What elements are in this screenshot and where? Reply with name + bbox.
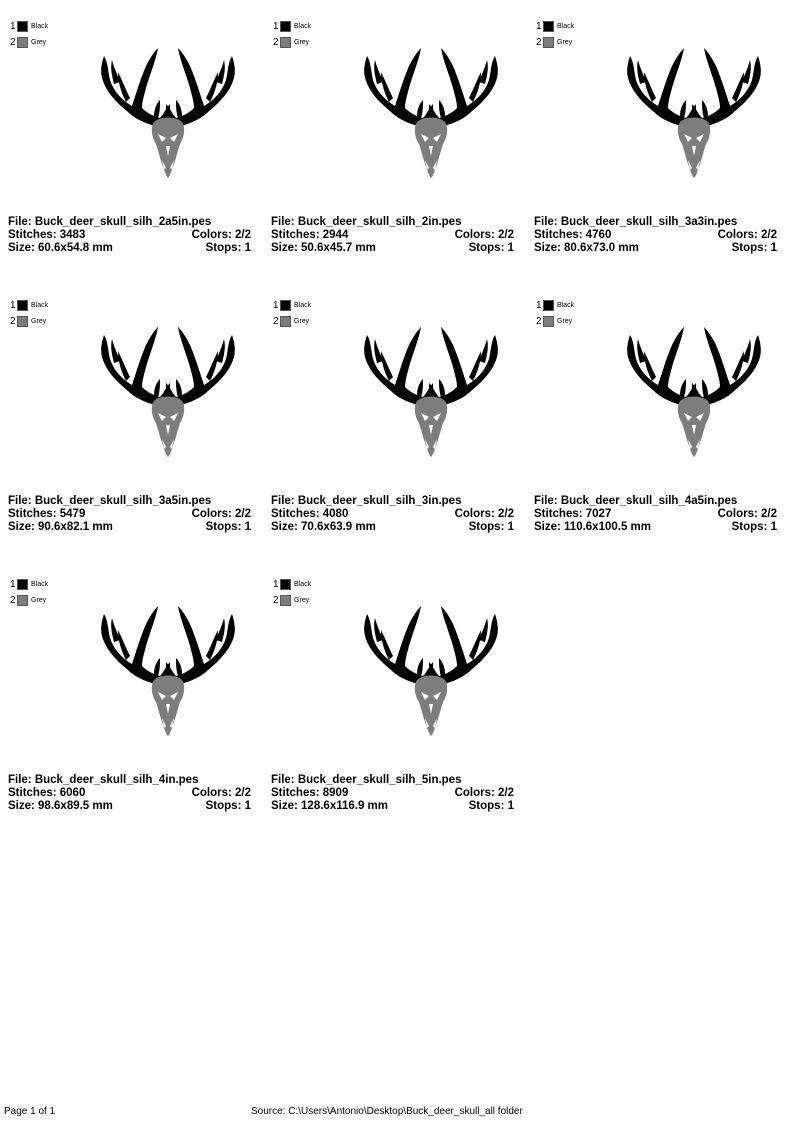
legend-number: 2	[273, 595, 279, 606]
legend-number: 1	[536, 300, 542, 311]
legend-color-name: Black	[294, 581, 312, 588]
stitches-row	[8, 787, 251, 800]
right-antler	[692, 48, 761, 128]
design-info	[271, 774, 514, 813]
legend-number: 2	[536, 316, 542, 327]
file-row	[534, 495, 777, 508]
legend-color-name: Grey	[557, 318, 573, 325]
legend-color-name: Black	[557, 302, 575, 309]
right-antler	[166, 606, 235, 686]
legend-number: 2	[10, 595, 16, 606]
stop-count: Stops: 1	[205, 800, 251, 812]
file-name: File: Buck_deer_skull_silh_4in.pes	[8, 774, 199, 786]
color-swatch	[280, 316, 291, 327]
legend-color-name: Grey	[294, 39, 310, 46]
file-row	[8, 495, 251, 508]
color-count: Colors: 2/2	[191, 229, 251, 241]
right-antler	[166, 327, 235, 407]
design-info	[271, 216, 514, 255]
color-swatch	[17, 579, 28, 590]
deer-skull-design-image	[614, 42, 774, 188]
design-card	[271, 20, 515, 270]
legend-color-name: Grey	[31, 318, 47, 325]
legend-color-name: Grey	[31, 39, 47, 46]
right-antler	[692, 327, 761, 407]
stitches-row	[271, 787, 514, 800]
color-swatch	[280, 300, 291, 311]
design-size: Size: 90.6x82.1 mm	[8, 521, 113, 533]
right-antler	[429, 48, 498, 128]
size-row	[271, 521, 514, 534]
file-row	[271, 774, 514, 787]
file-name: File: Buck_deer_skull_silh_3a3in.pes	[534, 216, 738, 228]
legend-color-name: Black	[557, 23, 575, 30]
right-antler	[429, 327, 498, 407]
design-info	[8, 216, 251, 255]
page-number: Page 1 of 1	[4, 1106, 56, 1117]
size-row	[271, 242, 514, 255]
file-row	[271, 495, 514, 508]
file-name: File: Buck_deer_skull_silh_3a5in.pes	[8, 495, 212, 507]
file-name: File: Buck_deer_skull_silh_3in.pes	[271, 495, 462, 507]
left-antler	[101, 327, 170, 407]
legend-number: 1	[273, 300, 279, 311]
design-card	[8, 299, 252, 549]
design-size: Size: 60.6x54.8 mm	[8, 242, 113, 254]
color-swatch	[280, 21, 291, 32]
right-antler	[429, 606, 498, 686]
color-count: Colors: 2/2	[454, 787, 514, 799]
design-info	[534, 216, 777, 255]
legend-color-name: Black	[294, 23, 312, 30]
size-row	[271, 800, 514, 813]
color-swatch	[543, 316, 554, 327]
deer-skull-design-image	[88, 42, 248, 188]
legend-color-name: Black	[31, 23, 49, 30]
file-row	[8, 216, 251, 229]
color-count: Colors: 2/2	[454, 229, 514, 241]
size-row	[534, 242, 777, 255]
legend-number: 2	[273, 37, 279, 48]
stitch-count: Stitches: 7027	[534, 508, 612, 520]
legend-color-name: Grey	[557, 39, 573, 46]
design-size: Size: 70.6x63.9 mm	[271, 521, 376, 533]
legend-number: 2	[10, 316, 16, 327]
color-swatch	[17, 595, 28, 606]
file-name: File: Buck_deer_skull_silh_2a5in.pes	[8, 216, 212, 228]
color-swatch	[17, 300, 28, 311]
left-antler	[101, 48, 170, 128]
design-card	[271, 299, 515, 549]
stitches-row	[271, 508, 514, 521]
legend-color-name: Grey	[294, 597, 310, 604]
legend-number: 1	[273, 21, 279, 32]
legend-number: 2	[536, 37, 542, 48]
size-row	[8, 800, 251, 813]
color-swatch	[17, 316, 28, 327]
legend-number: 1	[10, 579, 16, 590]
stitch-count: Stitches: 4080	[271, 508, 349, 520]
legend-number: 1	[273, 579, 279, 590]
design-size: Size: 50.6x45.7 mm	[271, 242, 376, 254]
left-antler	[627, 327, 696, 407]
design-card	[271, 578, 515, 828]
size-row	[8, 521, 251, 534]
left-antler	[364, 327, 433, 407]
design-size: Size: 98.6x89.5 mm	[8, 800, 113, 812]
color-swatch	[543, 21, 554, 32]
stitch-count: Stitches: 2944	[271, 229, 349, 241]
file-name: File: Buck_deer_skull_silh_5in.pes	[271, 774, 462, 786]
color-count: Colors: 2/2	[717, 508, 777, 520]
stop-count: Stops: 1	[468, 242, 514, 254]
stop-count: Stops: 1	[731, 242, 777, 254]
stitch-count: Stitches: 4760	[534, 229, 612, 241]
file-row	[8, 774, 251, 787]
right-antler	[166, 48, 235, 128]
legend-number: 1	[10, 300, 16, 311]
file-name: File: Buck_deer_skull_silh_2in.pes	[271, 216, 462, 228]
legend-color-name: Grey	[31, 597, 47, 604]
color-count: Colors: 2/2	[191, 787, 251, 799]
design-info	[534, 495, 777, 534]
left-antler	[627, 48, 696, 128]
color-swatch	[280, 579, 291, 590]
legend-number: 2	[273, 316, 279, 327]
stitches-row	[8, 508, 251, 521]
file-row	[271, 216, 514, 229]
color-swatch	[280, 595, 291, 606]
legend-color-name: Black	[31, 581, 49, 588]
design-info	[8, 495, 251, 534]
deer-skull-design-image	[351, 321, 511, 467]
stitch-count: Stitches: 8909	[271, 787, 349, 799]
design-card	[8, 578, 252, 828]
size-row	[8, 242, 251, 255]
color-swatch	[17, 37, 28, 48]
stitches-row	[271, 229, 514, 242]
deer-skull-design-image	[614, 321, 774, 467]
design-info	[271, 495, 514, 534]
stop-count: Stops: 1	[468, 800, 514, 812]
deer-skull-design-image	[88, 600, 248, 746]
stop-count: Stops: 1	[731, 521, 777, 533]
design-size: Size: 110.6x100.5 mm	[534, 521, 651, 533]
stitch-count: Stitches: 6060	[8, 787, 86, 799]
file-row	[534, 216, 777, 229]
design-card	[8, 20, 252, 270]
deer-skull-design-image	[351, 600, 511, 746]
color-swatch	[543, 37, 554, 48]
deer-skull-design-image	[351, 42, 511, 188]
stop-count: Stops: 1	[468, 521, 514, 533]
legend-number: 1	[10, 21, 16, 32]
stop-count: Stops: 1	[205, 242, 251, 254]
color-swatch	[17, 21, 28, 32]
color-count: Colors: 2/2	[191, 508, 251, 520]
color-swatch	[543, 300, 554, 311]
legend-color-name: Black	[31, 302, 49, 309]
left-antler	[101, 606, 170, 686]
design-size: Size: 128.6x116.9 mm	[271, 800, 388, 812]
source-path: Source: C:\Users\Antonio\Desktop\Buck_deer_skull_all folder	[251, 1106, 523, 1117]
color-swatch	[280, 37, 291, 48]
legend-number: 1	[536, 21, 542, 32]
left-antler	[364, 606, 433, 686]
stitch-count: Stitches: 5479	[8, 508, 86, 520]
legend-color-name: Black	[294, 302, 312, 309]
deer-skull-design-image	[88, 321, 248, 467]
stitches-row	[8, 229, 251, 242]
stitch-count: Stitches: 3483	[8, 229, 86, 241]
design-card	[534, 299, 778, 549]
left-antler	[364, 48, 433, 128]
legend-number: 2	[10, 37, 16, 48]
stitches-row	[534, 229, 777, 242]
design-card	[534, 20, 778, 270]
stop-count: Stops: 1	[205, 521, 251, 533]
stitches-row	[534, 508, 777, 521]
legend-color-name: Grey	[294, 318, 310, 325]
size-row	[534, 521, 777, 534]
design-info	[8, 774, 251, 813]
color-count: Colors: 2/2	[717, 229, 777, 241]
color-count: Colors: 2/2	[454, 508, 514, 520]
design-size: Size: 80.6x73.0 mm	[534, 242, 639, 254]
file-name: File: Buck_deer_skull_silh_4a5in.pes	[534, 495, 738, 507]
